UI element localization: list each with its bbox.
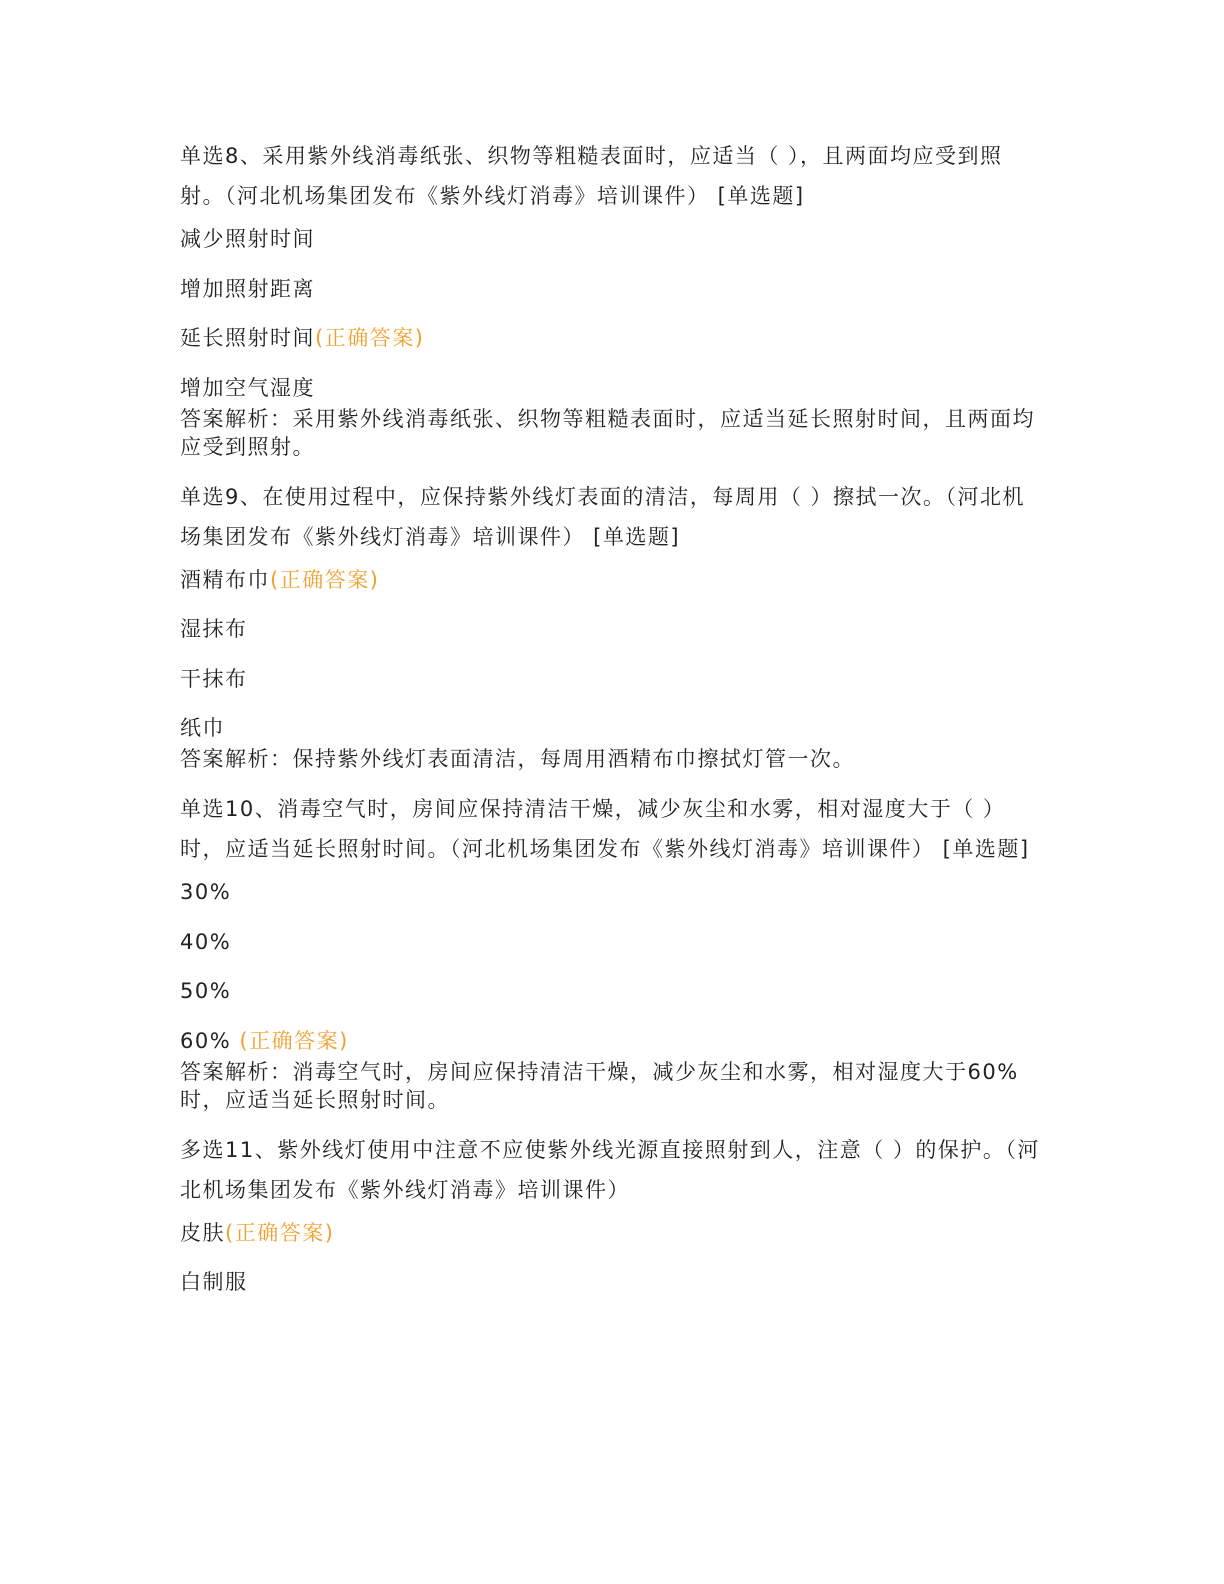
option: 湿抹布	[180, 617, 248, 641]
option: 增加空气湿度	[180, 375, 315, 400]
document-page	[180, 136, 1040, 1315]
question-stem: 单选10、消毒空气时，房间应保持清洁干燥，减少灰尘和水雾，相对湿度大于（ ）时，应适当延长照射时间。（河北机场集团发布《紫外线灯消毒》培训课件） [单选题]	[180, 797, 1030, 861]
correct-answer-mark: (正确答案)	[315, 326, 425, 350]
question-stem: 单选9、在使用过程中，应保持紫外线灯表面的清洁，每周用（ ）擦拭一次。（河北机场集团发布《紫外线灯消毒》培训课件） [单选题]	[180, 484, 1026, 549]
option: 干抹布	[180, 666, 248, 691]
question-block	[180, 477, 1040, 774]
question-block	[180, 1130, 1040, 1300]
option: 增加照射距离	[180, 276, 315, 301]
question-block	[180, 136, 1040, 461]
answer-analysis: 答案解析：保持紫外线灯表面清洁，每周用酒精布巾擦拭灯管一次。	[180, 747, 855, 771]
option: 40%	[180, 929, 232, 954]
option: 纸巾	[180, 716, 225, 740]
option-correct: 延长照射时间(正确答案)	[180, 326, 425, 350]
option: 白制服	[180, 1270, 248, 1294]
answer-analysis: 答案解析：采用紫外线消毒纸张、织物等粗糙表面时，应适当延长照射时间，且两面均应受到照射。	[180, 406, 1035, 459]
option-correct: 皮肤(正确答案)	[180, 1220, 335, 1245]
option: 50%	[180, 979, 232, 1003]
question-stem: 多选11、紫外线灯使用中注意不应使紫外线光源直接照射到人，注意（ ）的保护。（河北机场集团发布《紫外线灯消毒》培训课件）	[180, 1137, 1040, 1202]
question-stem: 单选8、采用紫外线消毒纸张、织物等粗糙表面时，应适当（ ），且两面均应受到照射。（河北机场集团发布《紫外线灯消毒》培训课件） [单选题]	[180, 144, 1003, 208]
question-block	[180, 789, 1040, 1114]
option-correct: 60% (正确答案)	[180, 1028, 349, 1053]
option-correct: 酒精布巾(正确答案)	[180, 567, 380, 592]
option: 减少照射时间	[180, 227, 315, 251]
correct-answer-mark: (正确答案)	[225, 1220, 335, 1245]
answer-analysis: 答案解析：消毒空气时，房间应保持清洁干燥，减少灰尘和水雾，相对湿度大于60% 时，应适当延长照射时间。	[180, 1059, 1019, 1112]
option: 30%	[180, 880, 232, 904]
correct-answer-mark: (正确答案)	[239, 1028, 349, 1053]
correct-answer-mark: (正确答案)	[270, 567, 380, 592]
